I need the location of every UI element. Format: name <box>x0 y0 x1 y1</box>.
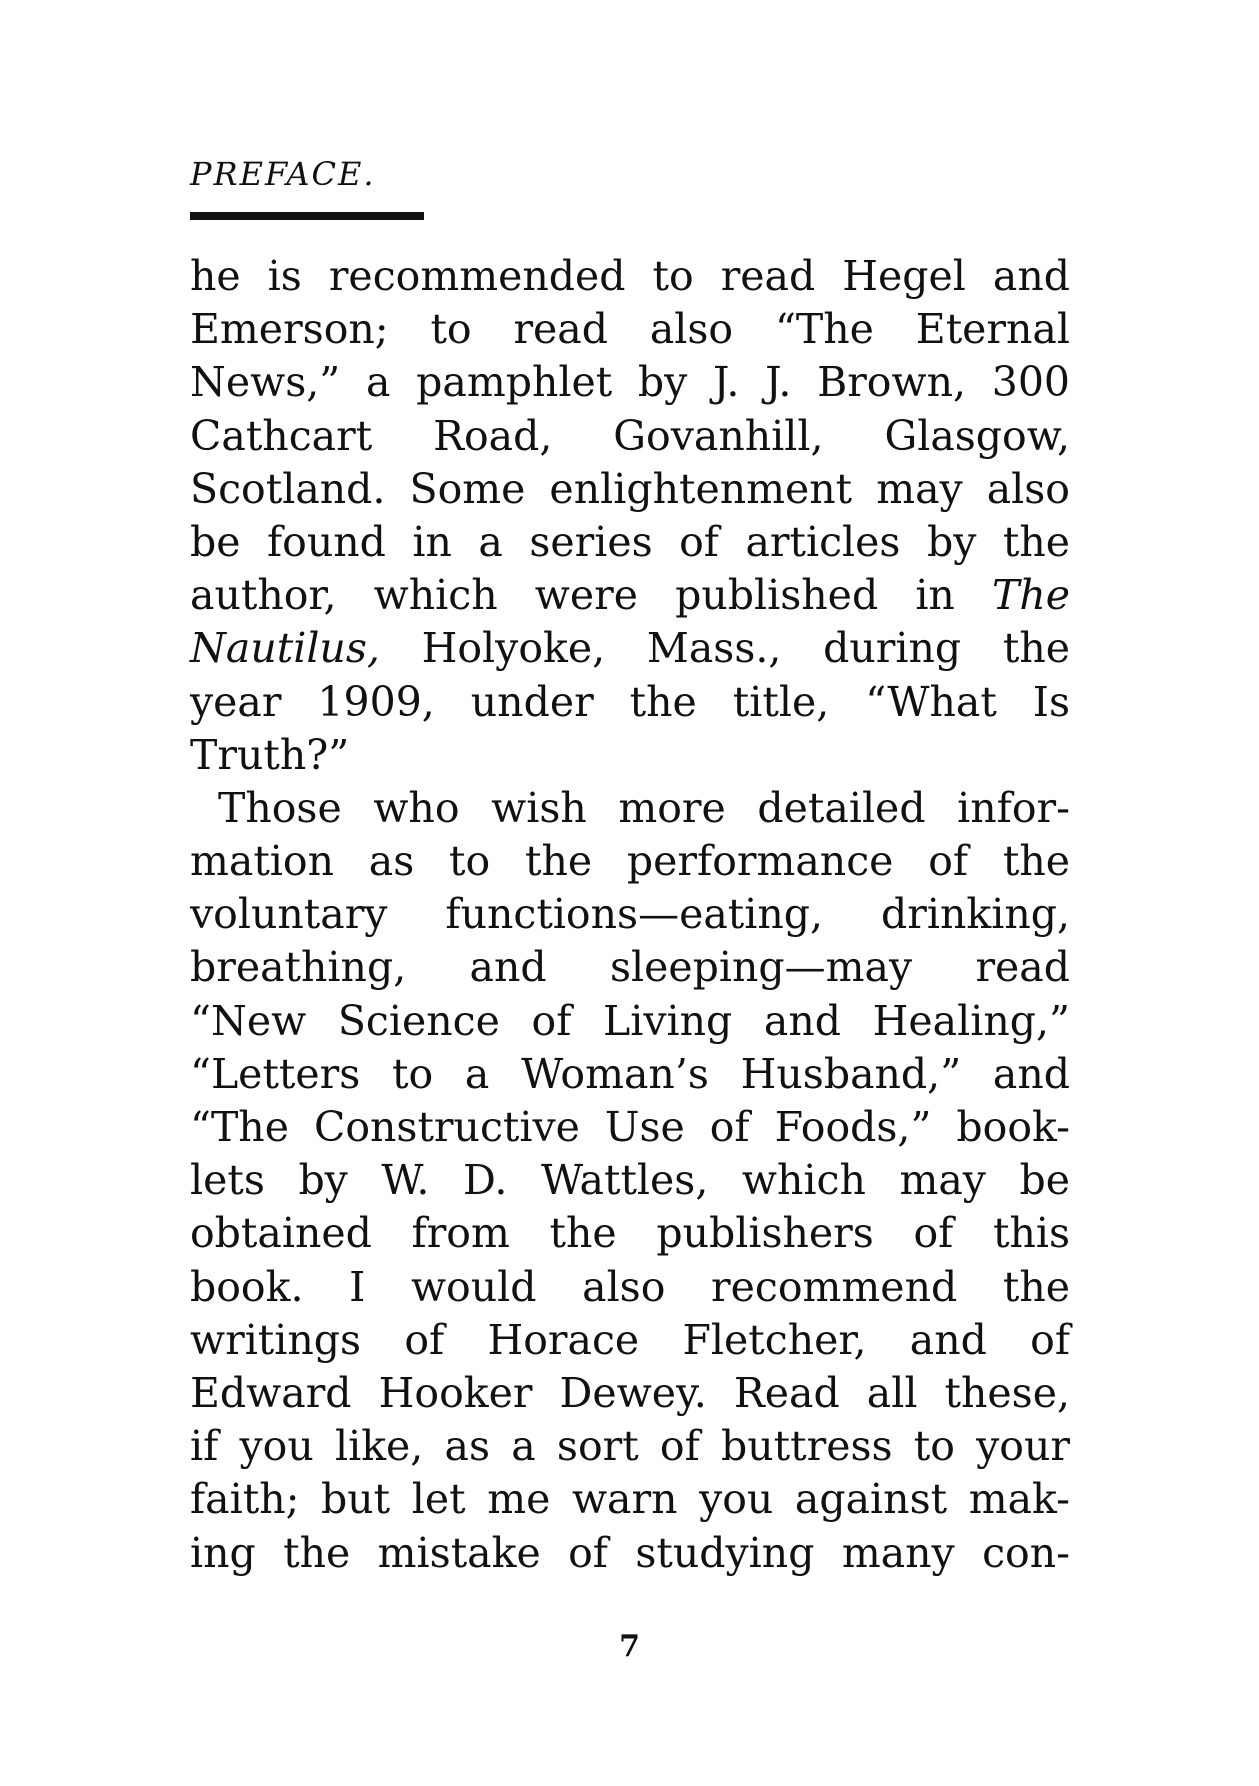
text-line-9: year 1909, under the title, “What Is <box>190 677 1070 726</box>
text-line-25: ing the mistake of studying many con- <box>190 1528 1070 1577</box>
text-line-10: Truth?” <box>190 730 350 779</box>
text-line-2: Emerson; to read also “The Eternal <box>190 305 1070 354</box>
text-line-8 <box>190 622 1070 675</box>
text-line-17: “The Constructive Use of Foods,” book- <box>190 1103 1070 1151</box>
header-rule <box>190 212 424 220</box>
text-line-13: voluntary functions—eating, drinking, <box>190 890 1070 939</box>
running-head: PREFACE. <box>190 155 376 193</box>
page-number: 7 <box>619 1629 640 1664</box>
text-line-24: faith; but let me warn you against mak- <box>190 1475 1070 1524</box>
text-line-18: lets by W. D. Wattles, which may be <box>190 1156 1070 1205</box>
text-line-7-italic: The <box>991 571 1070 620</box>
text-line-22: Edward Hooker Dewey. Read all these, <box>190 1368 1070 1417</box>
text-line-16: “Letters to a Woman’s Husband,” and <box>190 1049 1070 1098</box>
text-line-3: News,” a pamphlet by J. J. Brown, 300 <box>190 358 1070 407</box>
text-line-21: writings of Horace Fletcher, and of <box>190 1315 1070 1364</box>
text-line-14: breathing, and sleeping—may read <box>190 943 1070 992</box>
text-line-20: book. I would also recommend the <box>190 1262 1070 1311</box>
text-line-6: be found in a series of articles by the <box>190 517 1070 566</box>
text-line-23: if you like, as a sort of buttress to your <box>190 1422 1070 1471</box>
body-text <box>190 250 1070 1580</box>
text-line-5: Scotland. Some enlightenment may also <box>190 464 1070 513</box>
text-line-8-italic: Nautilus, <box>190 624 380 673</box>
text-line-7-roman: author, which were published in <box>190 571 992 620</box>
text-line-12: mation as to the performance of the <box>190 837 1070 886</box>
text-line-19: obtained from the publishers of this <box>190 1209 1070 1258</box>
text-line-11: Those who wish more detailed infor- <box>218 783 1070 832</box>
text-line-1: he is recommended to read Hegel and <box>190 252 1070 300</box>
text-line-15: “New Science of Living and Healing,” <box>190 996 1070 1045</box>
text-line-8-roman: Holyoke, Mass., during the <box>379 624 1070 673</box>
text-line-4: Cathcart Road, Govanhill, Glasgow, <box>190 411 1070 460</box>
text-line-7 <box>190 569 1070 622</box>
